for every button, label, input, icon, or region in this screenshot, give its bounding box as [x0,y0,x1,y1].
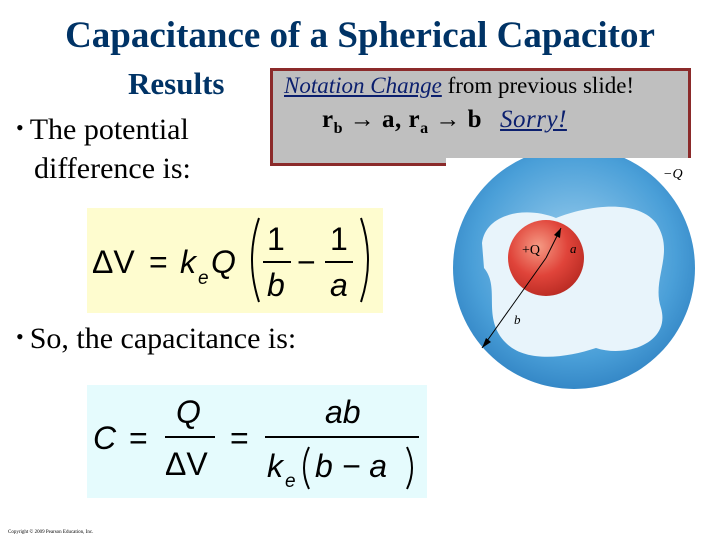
bullet-text-line1: The potential [29,113,189,146]
eq1-equals: = [149,244,168,280]
eq2-num1: Q [176,394,201,430]
eq2-equals-2: = [230,420,249,456]
eq1-num2: 1 [330,221,348,257]
eq2-C: C [93,420,117,456]
sub-b: b [333,120,344,137]
copyright-footer: Copyright © 2009 Pearson Education, Inc. [8,530,94,535]
eq2-k-sub: e [285,471,296,492]
bullet-dot-icon: • [16,324,24,349]
sub-a: a [420,120,429,137]
eq2-num2: ab [325,394,361,430]
eq1-k: k [180,244,196,280]
eq2-left-paren [304,447,309,489]
bullet-potential-difference-line2: difference is: [34,152,191,185]
arrow-icon: → [349,106,376,133]
spherical-capacitor-diagram [446,158,708,395]
bullet-dot-icon: • [16,115,24,140]
bullet-text: So, the capacitance is: [29,322,297,355]
slide-title: Capacitance of a Spherical Capacitor [65,15,655,56]
arrow-icon: → [435,106,461,133]
radius-a-label: a [570,241,577,256]
bullet-potential-difference [16,109,189,149]
eq2-k: k [267,448,283,484]
eq1-minus: − [297,244,316,280]
notation-note-line2 [322,106,567,138]
eq1-lhs: ΔV [92,244,135,280]
inner-charge-label: +Q [522,243,541,258]
eq1-num1: 1 [267,221,285,257]
eq2-den2-inner: b − a [315,448,388,484]
notation-change-highlight: Notation Change [284,73,442,98]
potential-difference-equation [87,208,383,313]
eq2-den1: ΔV [165,446,208,482]
r-letter: r [322,106,334,133]
eq2-equals-1: = [129,420,148,456]
eq1-k-sub: e [198,268,209,289]
notation-note-rest: from previous slide! [441,73,635,98]
eq2-right-paren [407,447,412,489]
radius-b-label: b [514,312,521,327]
outer-charge-label: −Q [663,167,683,182]
capacitance-equation [87,385,427,498]
slide-subtitle: Results [128,66,225,101]
bullet-capacitance [16,318,296,358]
eq1-left-paren [252,218,259,302]
note-a-comma: a, r [375,106,421,133]
note-b: b [460,106,483,133]
eq1-Q: Q [211,244,236,280]
sorry-text: Sorry! [500,106,567,133]
eq1-den1: b [267,267,285,303]
eq1-den2: a [330,267,348,303]
notation-note-line1 [284,73,634,99]
eq1-right-paren [361,218,368,302]
